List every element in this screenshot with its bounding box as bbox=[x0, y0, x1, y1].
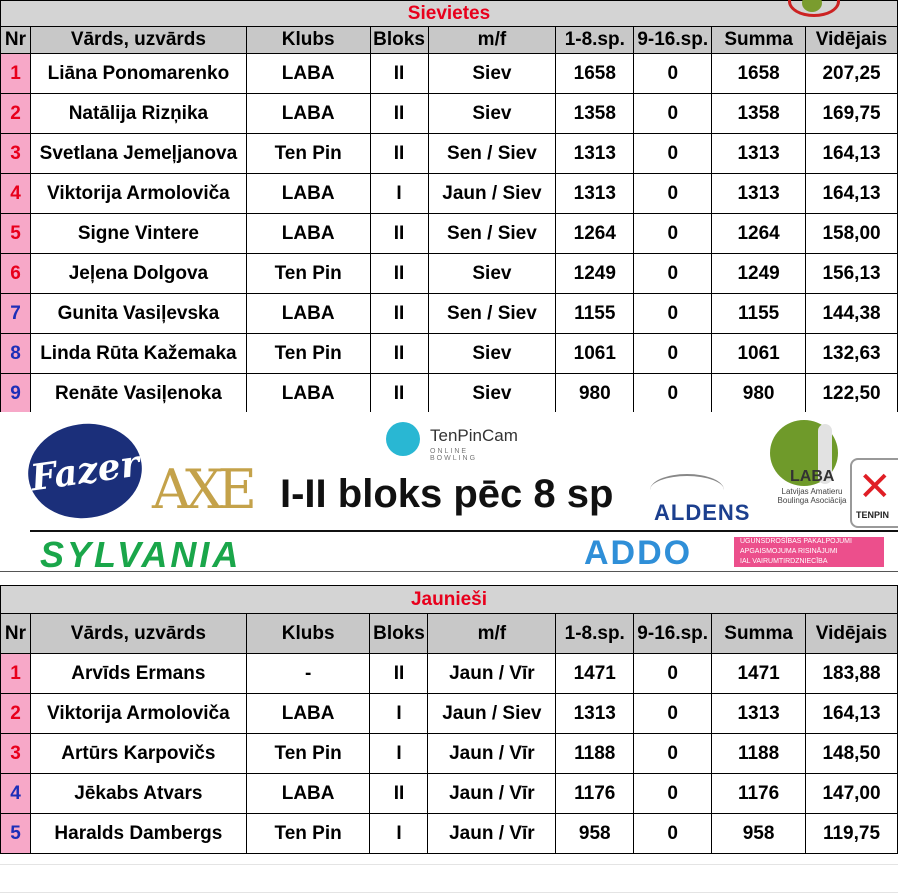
table-cell: 156,13 bbox=[806, 254, 898, 294]
rank-cell: 2 bbox=[1, 94, 31, 134]
table-cell: 132,63 bbox=[806, 334, 898, 374]
player-name-cell: Liāna Ponomarenko bbox=[30, 54, 246, 94]
table-cell: 164,13 bbox=[806, 134, 898, 174]
table-cell: 0 bbox=[634, 54, 712, 94]
table-cell: 958 bbox=[712, 814, 806, 854]
table-cell: Siev bbox=[428, 54, 556, 94]
table-cell: Sen / Siev bbox=[428, 294, 556, 334]
table-cell: 1155 bbox=[556, 294, 634, 334]
table-row bbox=[1, 694, 898, 734]
table-cell: Jaun / Vīr bbox=[428, 734, 556, 774]
column-header: Bloks bbox=[370, 614, 428, 654]
column-header: Bloks bbox=[370, 27, 428, 54]
table-cell: Sen / Siev bbox=[428, 214, 556, 254]
section-divider bbox=[0, 571, 898, 572]
table-cell: 0 bbox=[634, 174, 712, 214]
rank-cell: 3 bbox=[1, 134, 31, 174]
table-row bbox=[1, 294, 898, 334]
table-row bbox=[1, 334, 898, 374]
table-cell: 0 bbox=[634, 254, 712, 294]
table-row bbox=[1, 174, 898, 214]
player-name-cell: Viktorija Armoloviča bbox=[30, 694, 246, 734]
player-name-cell: Arvīds Ermans bbox=[30, 654, 246, 694]
table-cell: II bbox=[370, 774, 428, 814]
table-cell: Siev bbox=[428, 374, 556, 414]
column-header: m/f bbox=[428, 27, 556, 54]
table-cell: 1658 bbox=[712, 54, 806, 94]
column-header: Vārds, uzvārds bbox=[30, 27, 246, 54]
rank-cell: 9 bbox=[1, 374, 31, 414]
table-row bbox=[1, 54, 898, 94]
juniors-title-row bbox=[1, 586, 898, 614]
table-cell: Ten Pin bbox=[246, 814, 370, 854]
table-cell: Siev bbox=[428, 254, 556, 294]
table-cell: 1264 bbox=[556, 214, 634, 254]
table-row bbox=[1, 654, 898, 694]
juniors-title: Jaunieši bbox=[1, 586, 898, 614]
table-cell: LABA bbox=[246, 374, 370, 414]
player-name-cell: Svetlana Jemeļjanova bbox=[30, 134, 246, 174]
column-header: 9-16.sp. bbox=[634, 614, 712, 654]
fazer-logo: Fazer bbox=[22, 417, 148, 526]
table-cell: II bbox=[370, 134, 428, 174]
table-row bbox=[1, 814, 898, 854]
table-cell: 1176 bbox=[556, 774, 634, 814]
table-cell: 1061 bbox=[712, 334, 806, 374]
table-cell: 183,88 bbox=[806, 654, 898, 694]
rank-cell: 5 bbox=[1, 214, 31, 254]
column-header: Nr bbox=[1, 27, 31, 54]
player-name-cell: Gunita Vasiļevska bbox=[30, 294, 246, 334]
table-cell: Jaun / Vīr bbox=[428, 654, 556, 694]
table-cell: 164,13 bbox=[806, 174, 898, 214]
rank-cell: 2 bbox=[1, 694, 31, 734]
table-cell: LABA bbox=[246, 94, 370, 134]
table-cell: Ten Pin bbox=[246, 334, 370, 374]
rank-cell: 4 bbox=[1, 174, 31, 214]
addo-logo: ADDO bbox=[584, 534, 693, 572]
table-cell: LABA bbox=[246, 774, 370, 814]
rank-cell: 1 bbox=[1, 654, 31, 694]
player-name-cell: Linda Rūta Kažemaka bbox=[30, 334, 246, 374]
laba-logo: LABA bbox=[790, 468, 835, 485]
table-cell: 0 bbox=[634, 774, 712, 814]
table-cell: Jaun / Siev bbox=[428, 174, 556, 214]
top-logo-fragment-icon bbox=[768, 0, 860, 16]
table-cell: 1471 bbox=[556, 654, 634, 694]
table-cell: 1471 bbox=[712, 654, 806, 694]
addo-services: UGUNSDROŠĪBAS PAKALPOJUMI APGAISMOJUMA RISINĀJUMI IAL VAIRUMTIRDZNIECĪBA bbox=[734, 537, 884, 567]
table-cell: 1358 bbox=[556, 94, 634, 134]
column-header: m/f bbox=[428, 614, 556, 654]
table-cell: 980 bbox=[712, 374, 806, 414]
juniors-header-row bbox=[1, 614, 898, 654]
table-cell: 1313 bbox=[556, 134, 634, 174]
table-row bbox=[1, 374, 898, 414]
column-header: Klubs bbox=[246, 614, 370, 654]
table-cell: II bbox=[370, 214, 428, 254]
table-cell: 1313 bbox=[556, 174, 634, 214]
juniors-results-table bbox=[0, 585, 898, 854]
column-header: Summa bbox=[712, 27, 806, 54]
table-cell: II bbox=[370, 94, 428, 134]
column-header: 1-8.sp. bbox=[556, 614, 634, 654]
table-cell: LABA bbox=[246, 694, 370, 734]
table-cell: 0 bbox=[634, 134, 712, 174]
table-cell: 980 bbox=[556, 374, 634, 414]
axe-logo: AXE bbox=[152, 458, 251, 521]
column-header: Klubs bbox=[246, 27, 370, 54]
column-header: 1-8.sp. bbox=[556, 27, 634, 54]
table-cell: Jaun / Vīr bbox=[428, 774, 556, 814]
table-cell: 207,25 bbox=[806, 54, 898, 94]
rank-cell: 7 bbox=[1, 294, 31, 334]
table-cell: 0 bbox=[634, 334, 712, 374]
table-cell: 164,13 bbox=[806, 694, 898, 734]
rank-cell: 8 bbox=[1, 334, 31, 374]
table-cell: 0 bbox=[634, 214, 712, 254]
player-name-cell: Viktorija Armoloviča bbox=[30, 174, 246, 214]
table-cell: 0 bbox=[634, 94, 712, 134]
bowling-ball-icon bbox=[386, 422, 420, 456]
table-cell: 1249 bbox=[556, 254, 634, 294]
table-cell: 147,00 bbox=[806, 774, 898, 814]
table-cell: 148,50 bbox=[806, 734, 898, 774]
table-cell: 0 bbox=[634, 654, 712, 694]
column-header: Nr bbox=[1, 614, 31, 654]
table-cell: Siev bbox=[428, 94, 556, 134]
table-cell: LABA bbox=[246, 214, 370, 254]
rank-cell: 5 bbox=[1, 814, 31, 854]
women-title-row bbox=[1, 1, 898, 27]
table-cell: 1264 bbox=[712, 214, 806, 254]
table-cell: 0 bbox=[634, 734, 712, 774]
player-name-cell: Jēkabs Atvars bbox=[30, 774, 246, 814]
table-cell: I bbox=[370, 814, 428, 854]
table-cell: 144,38 bbox=[806, 294, 898, 334]
table-cell: Jaun / Vīr bbox=[428, 814, 556, 854]
column-header: Vārds, uzvārds bbox=[30, 614, 246, 654]
table-row bbox=[1, 214, 898, 254]
laba-subtitle: Latvijas Amatieru Boulinga Asociācija bbox=[777, 487, 847, 505]
player-name-cell: Jeļena Dolgova bbox=[30, 254, 246, 294]
table-cell: 1358 bbox=[712, 94, 806, 134]
table-cell: LABA bbox=[246, 54, 370, 94]
rank-cell: 4 bbox=[1, 774, 31, 814]
table-cell: Ten Pin bbox=[246, 734, 370, 774]
player-name-cell: Artūrs Karpovičs bbox=[30, 734, 246, 774]
table-cell: LABA bbox=[246, 174, 370, 214]
table-cell: 169,75 bbox=[806, 94, 898, 134]
table-cell: 1188 bbox=[712, 734, 806, 774]
table-cell: II bbox=[370, 254, 428, 294]
sylvania-logo: SYLVANIA bbox=[40, 534, 242, 575]
table-cell: LABA bbox=[246, 294, 370, 334]
column-header: 9-16.sp. bbox=[634, 27, 712, 54]
table-cell: Jaun / Siev bbox=[428, 694, 556, 734]
tenpin-logo: ✕ TENPIN bbox=[850, 458, 898, 528]
table-cell: 1313 bbox=[712, 694, 806, 734]
table-cell: 0 bbox=[634, 374, 712, 414]
women-title: Sievietes bbox=[1, 1, 898, 27]
tenpin-x-icon: ✕ bbox=[858, 465, 892, 509]
table-cell: 958 bbox=[556, 814, 634, 854]
table-cell: 158,00 bbox=[806, 214, 898, 254]
player-name-cell: Renāte Vasiļenoka bbox=[30, 374, 246, 414]
table-cell: 0 bbox=[634, 694, 712, 734]
table-row bbox=[1, 774, 898, 814]
table-cell: - bbox=[246, 654, 370, 694]
table-row bbox=[1, 94, 898, 134]
table-cell: II bbox=[370, 294, 428, 334]
table-cell: 1249 bbox=[712, 254, 806, 294]
column-header: Vidējais bbox=[806, 27, 898, 54]
women-results-table bbox=[0, 0, 898, 414]
table-cell: II bbox=[370, 334, 428, 374]
table-cell: II bbox=[370, 374, 428, 414]
banner-divider bbox=[30, 530, 898, 532]
table-cell: I bbox=[370, 694, 428, 734]
rank-cell: 1 bbox=[1, 54, 31, 94]
table-cell: Ten Pin bbox=[246, 254, 370, 294]
table-cell: 1176 bbox=[712, 774, 806, 814]
table-row bbox=[1, 734, 898, 774]
table-cell: 122,50 bbox=[806, 374, 898, 414]
player-name-cell: Signe Vintere bbox=[30, 214, 246, 254]
table-cell: 0 bbox=[634, 294, 712, 334]
table-row bbox=[1, 134, 898, 174]
table-cell: 119,75 bbox=[806, 814, 898, 854]
banner-title: I-II bloks pēc 8 sp bbox=[280, 472, 614, 516]
aldens-logo: ALDENS bbox=[654, 500, 751, 525]
table-cell: 1188 bbox=[556, 734, 634, 774]
table-cell: 1313 bbox=[712, 134, 806, 174]
table-cell: 1313 bbox=[712, 174, 806, 214]
column-header: Vidējais bbox=[806, 614, 898, 654]
table-cell: 0 bbox=[634, 814, 712, 854]
table-cell: II bbox=[370, 654, 428, 694]
rank-cell: 6 bbox=[1, 254, 31, 294]
empty-row-line bbox=[0, 864, 898, 865]
player-name-cell: Haralds Dambergs bbox=[30, 814, 246, 854]
column-header: Summa bbox=[712, 614, 806, 654]
rank-cell: 3 bbox=[1, 734, 31, 774]
women-header-row bbox=[1, 27, 898, 54]
table-cell: 1313 bbox=[556, 694, 634, 734]
table-cell: I bbox=[370, 734, 428, 774]
table-cell: 1061 bbox=[556, 334, 634, 374]
table-cell: I bbox=[370, 174, 428, 214]
table-cell: 1658 bbox=[556, 54, 634, 94]
spreadsheet: Sievietes Nr Vārds, uzvārds Klubs Bloks m/f 1-8.sp. 9-16.sp. Summa Vidējais 1 Liāna Ponomarenko LABA II Siev 1658 0 1658 207,25 2 Natālija Rizņika LABA II Siev 1358 0 1358 169,75 3 Svetlana Jemeļjanova Ten Pin II Sen / Siev 1313 0 1313 164,13 4 Viktorija Armoloviča LABA I Jaun / Siev 1313 0 1313 164,13 5 Signe Vintere LABA II Sen / Siev 1264 0 1264 158,00 6 Jeļena Dolgova Ten Pin II Siev 1249 0 1249 156,13 7 Gunita Vasiļevska LABA II Sen / Siev 1155 0 1155 144,38 8 Linda Rūta Kažemaka Ten Pin II Siev 1061 0 1061 132,63 9 Renāte Vasiļenoka LABA II Siev 980 0 980 122,50 Fazer AXE TenPinCam ONLINE BOWLING I-II bloks pēc 8 sp ALDENS LABA Latvijas Amatieru Boulinga Asociācija ✕ TENPIN SYLVANIA ADDO UGUNSDROŠĪBAS PAKALPOJUMI APGAISMOJUMA RISINĀJUMI IAL VAIRUMTIRDZNIECĪBA Jaunieši Nr Vārds, uzvārds Klubs Bloks m/f 1-8.sp. 9-16.sp. Summa Vidējais 1 Arvīds Ermans - II Jaun / Vīr 1471 0 1471 183,88 2 Viktorija Armoloviča LABA I Jaun / Siev 1313 0 1313 164,13 3 Artūrs Karpovičs Ten Pin I Jaun / Vīr 1188 0 1188 148,50 4 Jēkabs Atvars LABA II Jaun / Vīr 1176 0 1176 147,00 5 Haralds Dambergs Ten Pin I Jaun / Vīr 958 0 958 119,75 bbox=[0, 0, 898, 893]
table-cell: Sen / Siev bbox=[428, 134, 556, 174]
table-cell: Ten Pin bbox=[246, 134, 370, 174]
table-cell: 1155 bbox=[712, 294, 806, 334]
table-cell: II bbox=[370, 54, 428, 94]
table-cell: Siev bbox=[428, 334, 556, 374]
table-row bbox=[1, 254, 898, 294]
player-name-cell: Natālija Rizņika bbox=[30, 94, 246, 134]
